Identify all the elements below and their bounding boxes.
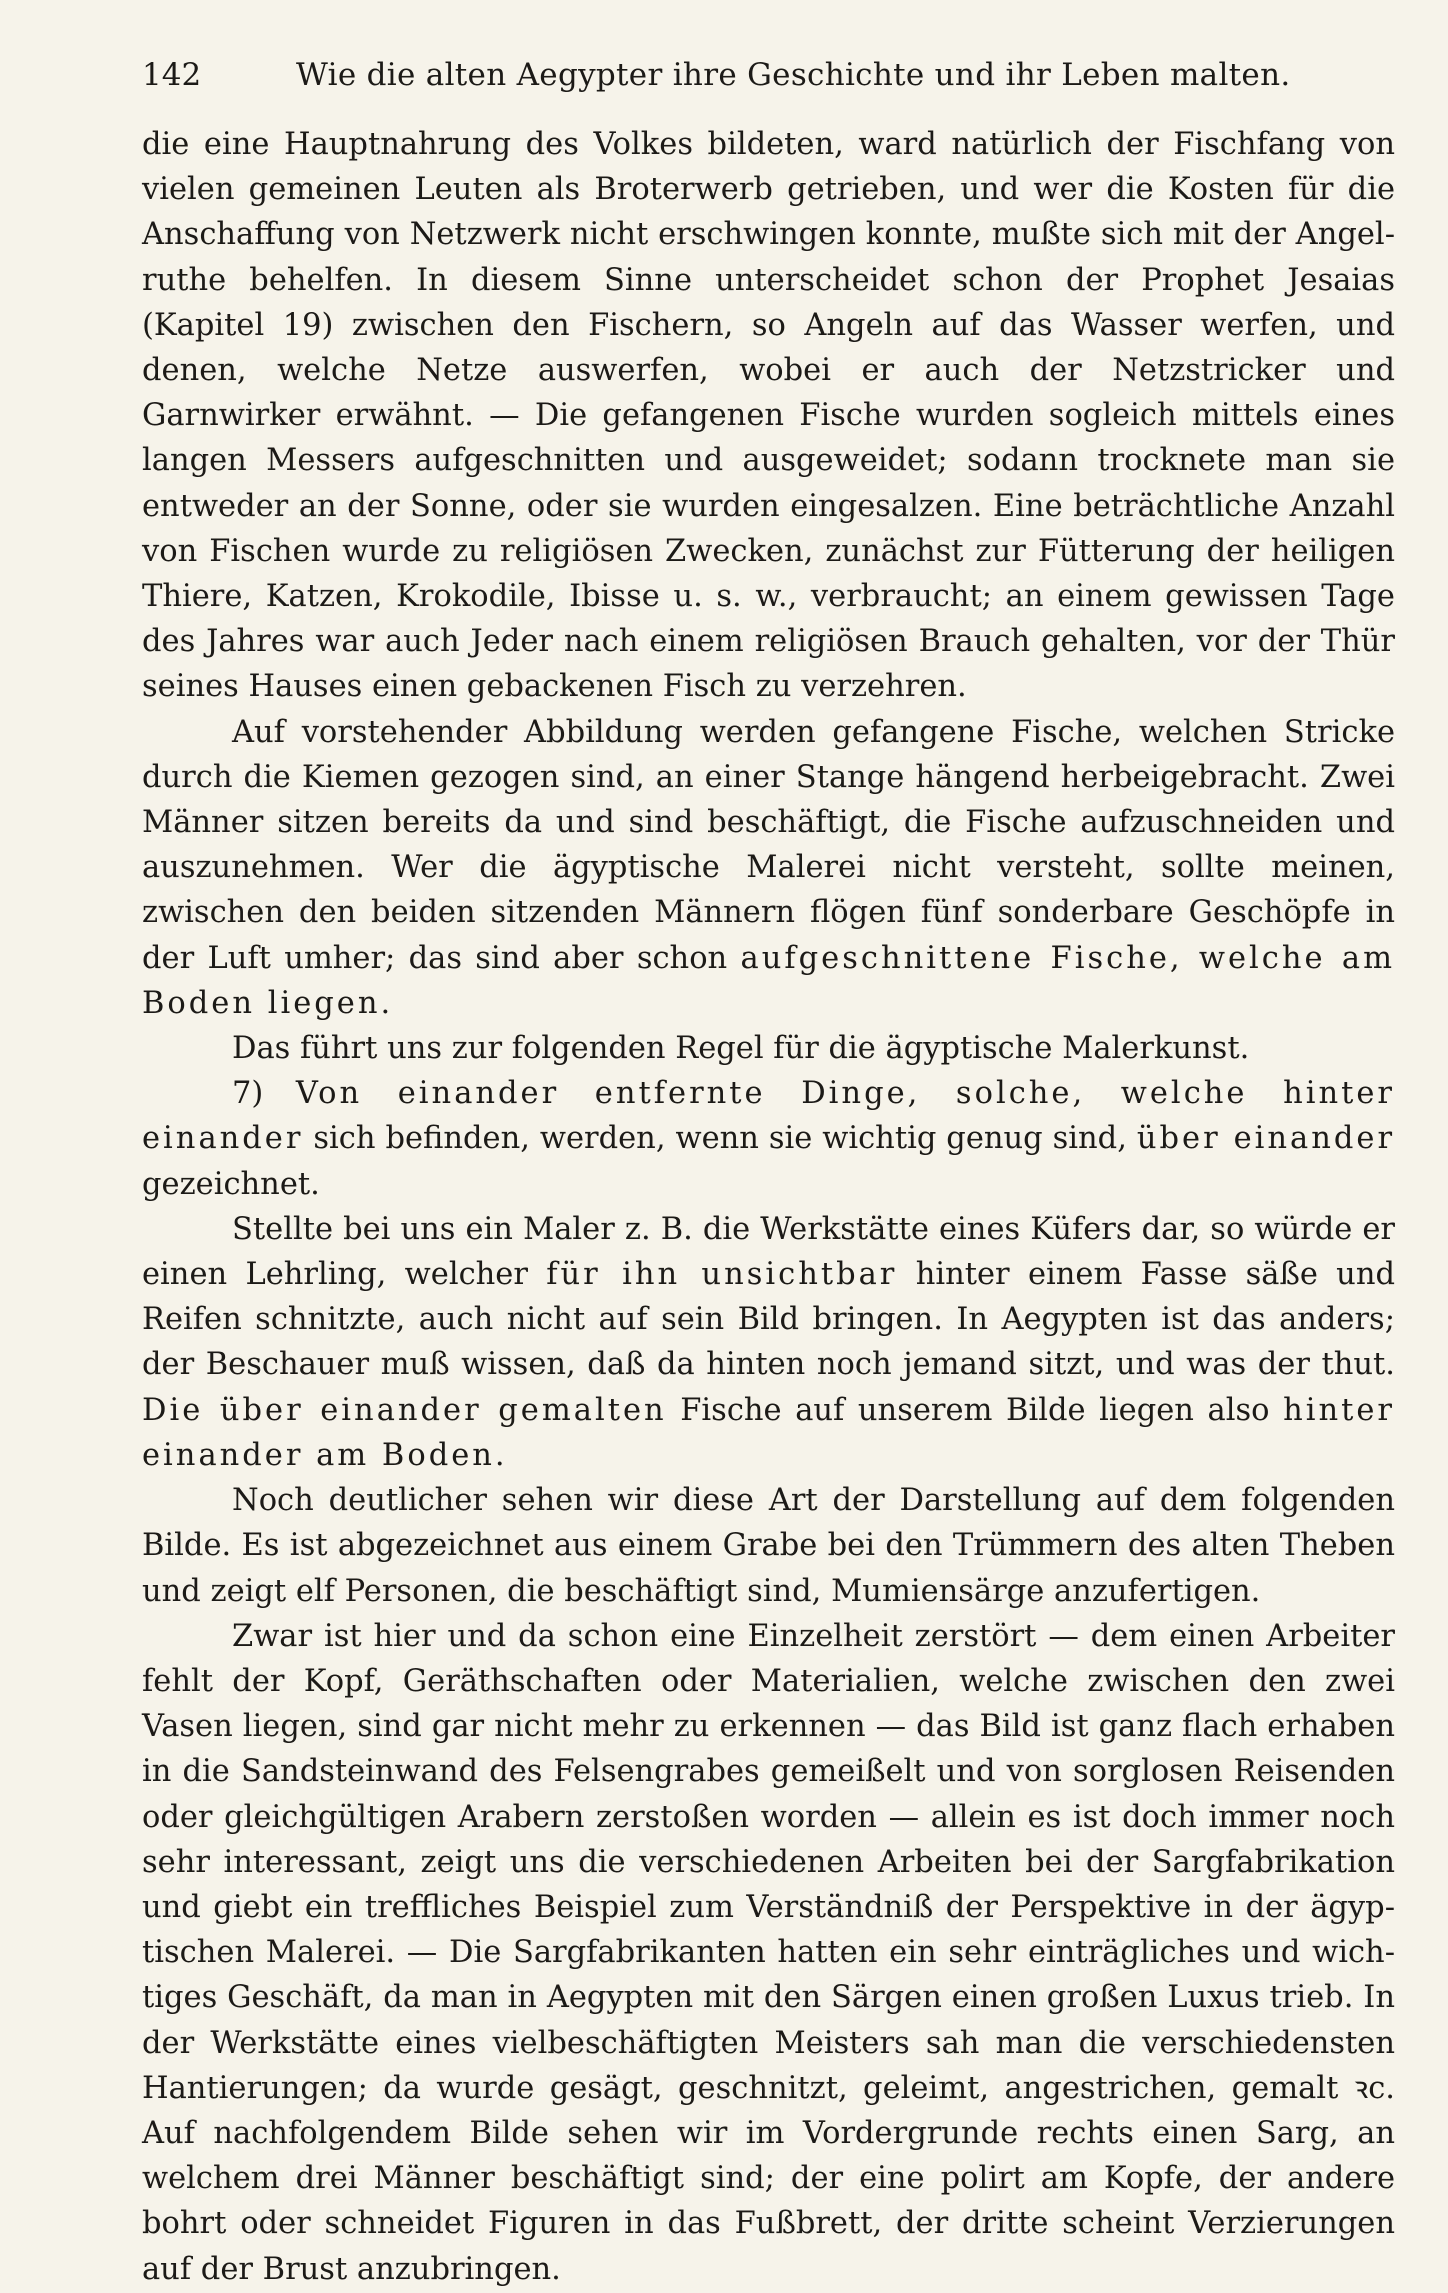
emphasized-text: hinter einander am Boden. xyxy=(142,1392,1396,1473)
paragraph-text: sich befinden, werden, wenn sie wichtig genug sind, xyxy=(313,1121,1127,1157)
page xyxy=(142,50,1395,2292)
paragraph-text: die eine Hauptnahrung des Volkes bildeten, ward natürlich der Fischfang von vielen gemeinen Leuten als Broterwerb getrieben, und wer die Kosten für die Anschaffung von Netzwerk nicht erschwingen konnte, mußte sich mit der Angelruthe behelfen. In diesem Sinne unterscheidet schon der Prophet Jesaias (Kapitel 19) zwischen den Fischern, so Angeln auf das Wasser werfen, und denen, welche Netze auswerfen, wobei er auch der Netzstricker und Garnwirker erwähnt. — Die gefangenen Fische wurden sogleich mittels eines langen Messers aufgeschnitten und ausgeweidet; sodann trocknete man sie entweder an der Sonne, oder sie wurden eingesalzen. Eine beträchtliche Anzahl von Fischen wurde zu religiösen Zwecken, zunächst zur Fütterung der heiligen Thiere, Katzen, Krokodile, Ibisse u. s. w., verbraucht; an einem gewissen Tage des Jahres war auch Jeder nach einem religiösen Brauch gehalten, vor der Thür seines Hauses einen gebackenen Fisch zu verzehren. xyxy=(142,127,1395,705)
paragraph-continuation xyxy=(142,122,1395,710)
paragraph-text: Noch deutlicher sehen wir diese Art der Darstellung auf dem folgenden Bilde. Es ist abgezeichnet aus einem Grabe bei den Trümmern des alten Theben und zeigt elf Personen, die beschäftigt sind, Mumiensärge anzufertigen. xyxy=(142,1483,1395,1609)
paragraph-illustration-description xyxy=(142,710,1395,1026)
header-title: Wie die alten Aegypter ihre Geschichte und ihr Leben malten. xyxy=(296,57,1291,93)
paragraph-text: Fische auf unserem Bilde liegen also xyxy=(680,1392,1270,1428)
paragraph-rule-intro xyxy=(142,1026,1395,1071)
paragraph-sarcophagus-workshop xyxy=(142,1614,1395,2292)
paragraph-cooper-example xyxy=(142,1207,1395,1478)
emphasized-text: Die über einander gemalten xyxy=(142,1392,667,1428)
paragraph-next-picture xyxy=(142,1478,1395,1614)
rule-number: 7) xyxy=(232,1076,264,1112)
emphasized-text: aufgeschnittene Fische, welche am Boden liegen. xyxy=(142,940,1395,1021)
paragraph-text: gezeichnet. xyxy=(142,1166,320,1202)
paragraph-rule-7 xyxy=(142,1071,1395,1207)
emphasized-text: Von einander entfernte Dinge, solche, welche hinter einander xyxy=(142,1076,1395,1157)
page-number: 142 xyxy=(142,57,202,93)
paragraph-text: Auf vorstehender Abbildung werden gefangene Fische, welchen Stricke durch die Kiemen gezogen sind, an einer Stange hängend herbeigebracht. Zwei Männer sitzen bereits da und sind beschäftigt, die Fische aufzuschneiden und auszunehmen. Wer die ägyptische Malerei nicht versteht, sollte meinen, zwischen den beiden sitzenden Männern flögen fünf sonderbare Geschöpfe in der Luft umher; das sind aber schon xyxy=(142,714,1395,976)
body-text xyxy=(142,122,1395,2292)
running-head xyxy=(142,50,1395,100)
paragraph-text: Zwar ist hier und da schon eine Einzelheit zerstört — dem einen Arbeiter fehlt der Kopf, Geräthschaften oder Materialien, welche zwischen den zwei Vasen liegen, sind gar nicht mehr zu erkennen — das Bild ist ganz flach erhaben in die Sandsteinwand des Felsengrabes gemeißelt und von sorglosen Reisenden oder gleichgültigen Arabern zerstoßen worden — allein es ist doch immer noch sehr interessant, zeigt uns die verschiedenen Arbeiten bei der Sargfabrikation und giebt ein treffliches Beispiel zum Verständniß der Perspektive in der ägyptischen Malerei. — Die Sargfabrikanten hatten ein sehr einträgliches und wichtiges Geschäft, da man in Aegypten mit den Särgen einen großen Luxus trieb. In der Werkstätte eines vielbeschäftigten Meisters sah man die verschiedensten Hantierungen; da wurde gesägt, geschnitzt, geleimt, angestrichen, gemalt ꝛc. Auf nachfolgendem Bilde sehen wir im Vordergrunde rechts einen Sarg, an welchem drei Männer beschäftigt sind; der eine polirt am Kopfe, der andere bohrt oder schneidet Figuren in das Fußbrett, der dritte scheint Verzierungen auf der Brust anzubringen. xyxy=(142,1618,1395,2287)
paragraph-text: Stellte bei uns ein Maler z. B. die Werkstätte eines Küfers dar, so würde er einen Lehrling, welcher xyxy=(142,1211,1395,1293)
paragraph-text: Das führt uns zur folgenden Regel für die ägyptische Malerkunst. xyxy=(232,1031,1250,1067)
emphasized-text: über einander xyxy=(1136,1121,1396,1157)
paragraph-text: hinter einem Fasse säße und Reifen schnitzte, auch nicht auf sein Bild bringen. In Aegypten ist das anders; der Beschauer muß wissen, daß da hinten noch jemand sitzt, und was der thut. xyxy=(142,1257,1395,1383)
emphasized-text: für ihn unsichtbar xyxy=(546,1257,898,1293)
